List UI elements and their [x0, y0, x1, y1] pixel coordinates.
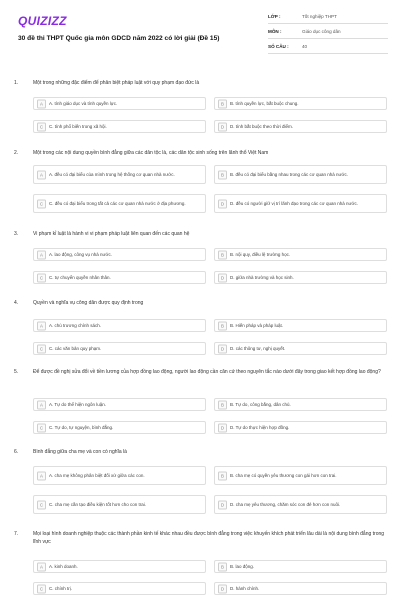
meta-key: LỚP :: [268, 13, 281, 19]
meta-value: Tốt nghiệp THPT: [302, 13, 337, 19]
option-text: B. Tự do, công bằng, dân chủ.: [230, 401, 291, 407]
option-letter: B: [218, 99, 227, 108]
option-d[interactable]: [214, 120, 387, 133]
option-text: C. đều có đại biểu trong tất cả các cơ quan nhà nước ở địa phương.: [49, 200, 186, 206]
option-letter: B: [218, 400, 227, 409]
meta-value: Giáo dục công dân: [302, 28, 341, 34]
document-title: 30 đề thi THPT Quốc gia môn GDCD năm 2022 có lời giải (Đề 15): [18, 35, 220, 42]
option-text: B. nội quy, điều lệ trường học.: [230, 251, 291, 257]
option-letter: B: [218, 562, 227, 571]
option-b[interactable]: [214, 97, 387, 110]
option-letter: C: [37, 199, 46, 208]
question-text: Quyền và nghĩa vụ công dân được quy định trong: [33, 300, 144, 306]
question-number: 2.: [14, 150, 19, 156]
option-c[interactable]: [33, 582, 206, 595]
meta-key: SỐ CÂU :: [268, 43, 289, 49]
option-text: A. đều có đại biểu của mình trong hệ thống cơ quan nhà nước.: [49, 171, 175, 177]
meta-key: MÔN :: [268, 28, 282, 34]
option-text: D. giữa nhà trường và học sinh.: [230, 274, 294, 280]
question-text: Một trong các nội dung quyền bình đẳng giữa các dân tộc là, các dân tộc sinh sống trên lãnh thổ Việt Nam: [33, 150, 269, 156]
option-d[interactable]: [214, 495, 387, 514]
option-text: C. tự chuyển quyền nhân thân.: [49, 274, 111, 280]
option-c[interactable]: [33, 194, 206, 213]
option-a[interactable]: [33, 466, 206, 485]
option-text: B. tính quyền lực, bắt buộc chung.: [230, 100, 299, 106]
option-letter: A: [37, 321, 46, 330]
question-text: Một trong những đặc điểm để phân biệt pháp luật với quy phạm đạo đức là: [33, 80, 200, 86]
option-text: D. cha mẹ yêu thương, chăm sóc con đẻ hơn con nuôi.: [230, 501, 341, 507]
option-letter: C: [37, 122, 46, 131]
option-c[interactable]: [33, 271, 206, 284]
option-letter: D: [218, 273, 227, 282]
option-text: C. tính phổ biến trong xã hội.: [49, 123, 107, 129]
option-letter: D: [218, 122, 227, 131]
option-text: A. Tự do thể hiện ngôn luận.: [49, 401, 106, 407]
option-d[interactable]: [214, 421, 387, 434]
option-text: A. tính giáo dục và tính quyền lực.: [49, 100, 118, 106]
option-text: C. cha mẹ cần tạo điều kiện tốt hơn cho con trai.: [49, 501, 147, 507]
option-letter: A: [37, 250, 46, 259]
quizizz-logo: QUIZIZZ: [18, 14, 67, 28]
option-letter: D: [218, 199, 227, 208]
option-letter: C: [37, 500, 46, 509]
option-text: B. đều có đại biểu bằng nhau trong các cơ quan nhà nước.: [230, 171, 348, 177]
meta-row-subject: [268, 24, 388, 39]
meta-value: 40: [302, 43, 308, 49]
option-a[interactable]: [33, 319, 206, 332]
question-text: Mọi loại hình doanh nghiệp thuộc các thành phần kinh tế khác nhau đều được bình đẳng trong việc khuyến khích phát triển lâu dài là nội dung bình đẳng trong lĩnh vực: [33, 531, 385, 545]
document-header: [0, 0, 400, 70]
option-text: C. các văn bản quy phạm.: [49, 345, 102, 351]
question-text: Bình đẳng giữa cha mẹ và con có nghĩa là: [33, 449, 127, 455]
option-letter: B: [218, 250, 227, 259]
option-a[interactable]: [33, 97, 206, 110]
option-letter: A: [37, 400, 46, 409]
option-text: B. lao động.: [230, 563, 255, 569]
option-text: D. các thông tư, nghị quyết.: [230, 345, 286, 351]
option-letter: C: [37, 423, 46, 432]
option-letter: D: [218, 423, 227, 432]
option-text: D. đều có người giữ vị trí lãnh đạo trong các cơ quan nhà nước.: [230, 200, 358, 206]
meta-row-count: [268, 39, 388, 54]
option-letter: C: [37, 273, 46, 282]
option-text: D. tính bắt buộc theo thời điểm.: [230, 123, 293, 129]
question-number: 5.: [14, 369, 19, 375]
option-text: B. Hiến pháp và pháp luật.: [230, 322, 284, 328]
option-a[interactable]: [33, 398, 206, 411]
option-letter: B: [218, 170, 227, 179]
option-d[interactable]: [214, 342, 387, 355]
option-letter: D: [218, 500, 227, 509]
option-text: B. cha mẹ có quyền yêu thương con gái hơn con trai.: [230, 472, 337, 478]
option-b[interactable]: [214, 398, 387, 411]
option-d[interactable]: [214, 194, 387, 213]
option-letter: B: [218, 471, 227, 480]
option-a[interactable]: [33, 248, 206, 261]
option-letter: A: [37, 471, 46, 480]
option-letter: A: [37, 170, 46, 179]
question-text: Vi phạm kỉ luật là hành vi vi phạm pháp luật liên quan đến các quan hệ: [33, 231, 190, 237]
meta-row-class: [268, 9, 388, 24]
option-b[interactable]: [214, 560, 387, 573]
question-number: 6.: [14, 449, 19, 455]
question-number: 3.: [14, 231, 19, 237]
option-a[interactable]: [33, 560, 206, 573]
meta-table: [268, 9, 388, 54]
option-letter: B: [218, 321, 227, 330]
option-letter: D: [218, 584, 227, 593]
option-text: A. chủ trương chính sách.: [49, 322, 101, 328]
option-text: C. Tự do, tự nguyện, bình đẳng.: [49, 424, 114, 430]
option-b[interactable]: [214, 248, 387, 261]
option-d[interactable]: [214, 271, 387, 284]
option-letter: C: [37, 344, 46, 353]
question-number: 4.: [14, 300, 19, 306]
option-c[interactable]: [33, 495, 206, 514]
option-letter: D: [218, 344, 227, 353]
option-text: C. chính trị.: [49, 585, 73, 591]
option-b[interactable]: [214, 319, 387, 332]
option-letter: C: [37, 584, 46, 593]
option-text: A. cha mẹ không phân biệt đối xử giữa các con.: [49, 472, 145, 478]
option-c[interactable]: [33, 342, 206, 355]
option-d[interactable]: [214, 582, 387, 595]
option-letter: A: [37, 562, 46, 571]
option-c[interactable]: [33, 120, 206, 133]
option-text: A. kinh doanh.: [49, 563, 78, 569]
option-text: A. lao động, công vụ nhà nước.: [49, 251, 113, 257]
option-letter: A: [37, 99, 46, 108]
option-text: D. hành chính.: [230, 585, 260, 591]
option-text: D. Tự do thực hiện hợp đồng.: [230, 424, 290, 430]
option-b[interactable]: [214, 466, 387, 485]
option-b[interactable]: [214, 165, 387, 184]
option-a[interactable]: [33, 165, 206, 184]
question-text: Để được đề nghị sửa đổi về tiền lương của hợp đồng lao động, người lao động cần căn cứ theo nguyên tắc nào dưới đây trong giao kết hợp đồng lao động?: [33, 369, 381, 375]
question-number: 7.: [14, 531, 19, 537]
question-number: 1.: [14, 80, 19, 86]
option-c[interactable]: [33, 421, 206, 434]
